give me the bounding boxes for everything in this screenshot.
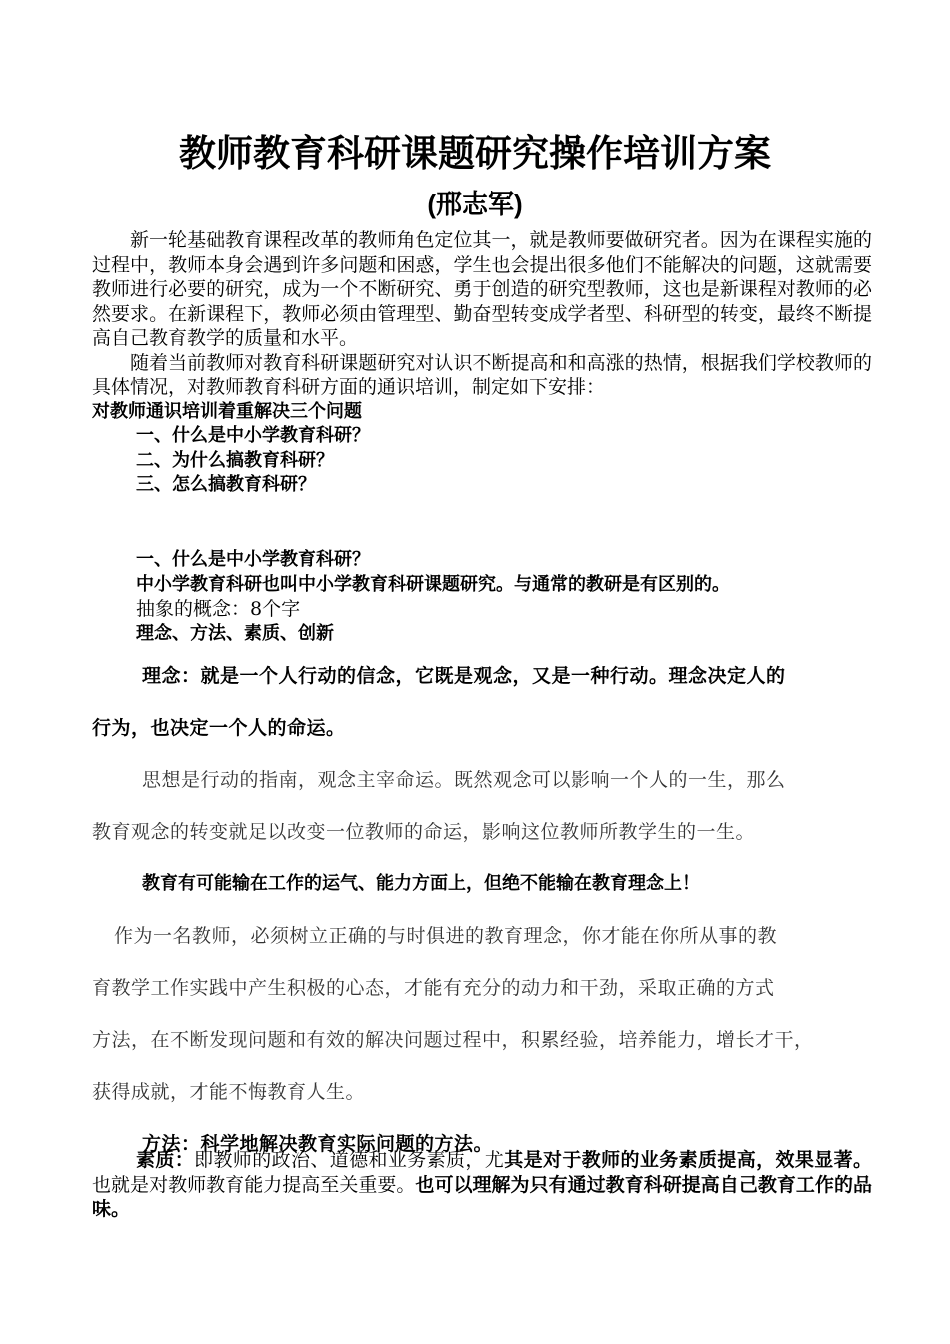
quality-section bbox=[92, 1148, 872, 1222]
concept-section bbox=[92, 650, 872, 1170]
intro-section bbox=[92, 228, 872, 498]
thought-line-1: 思想是行动的指南，观念主宰命运。既然观念可以影响一个人的一生，那么 bbox=[142, 769, 786, 791]
issues-heading: 对教师通识培训着重解决三个问题 bbox=[92, 400, 362, 422]
issue-item-2: 二、为什么搞教育科研？ bbox=[136, 449, 334, 471]
quality-text-b: 也就是对教师教育能力提高至关重要。 bbox=[92, 1173, 416, 1196]
concept-line-1: 理念：就是一个人行动的信念，它既是观念，又是一种行动。理念决定人的 bbox=[142, 665, 786, 687]
quality-text-a: 即教师的政治、道德和业务素质，尤 bbox=[194, 1149, 505, 1171]
teacher-line-1: 作为一名教师，必须树立正确的与时俱进的教育理念，你才能在你所从事的教 bbox=[114, 925, 778, 947]
section-1-definition: 中小学教育科研也叫中小学教育科研课题研究。与通常的教研是有区别的。 bbox=[136, 573, 730, 595]
issue-item-1: 一、什么是中小学教育科研？ bbox=[136, 425, 370, 446]
section-1 bbox=[92, 548, 872, 646]
method-line: 方法：科学地解决教育实际问题的方法。 bbox=[142, 1133, 494, 1155]
intro-paragraph-1: 新一轮基础教育课程改革的教师角色定位其一，就是教师要做研究者。因为在课程实施的过程中，教师本身会遇到许多问题和困惑，学生也会提出很多他们不能解决的问题，这就需要教师进行必要的研究，成为一个不断研究、勇于创造的研究型教师，这也是新课程对教师的必然要求。在新课程下，教师必须由管理型、勤奋型转变成学者型、科研型的转变，最终不断提高自己教育教学的质量和水平。 bbox=[92, 229, 872, 349]
teacher-line-3: 方法，在不断发现问题和有效的解决问题过程中，积累经验，培养能力，增长才干， bbox=[92, 1029, 814, 1051]
document-title: 教师教育科研课题研究操作培训方案 bbox=[179, 132, 771, 175]
teacher-line-2: 育教学工作实践中产生积极的心态，才能有充分的动力和干劲，采取正确的方式 bbox=[92, 977, 775, 999]
emphasis-line: 教育有可能输在工作的运气、能力方面上，但绝不能输在教育理念上！ bbox=[142, 873, 700, 894]
thought-line-2: 教育观念的转变就足以改变一位教师的命运，影响这位教师所教学生的一生。 bbox=[92, 821, 756, 843]
issue-item-3: 三、怎么搞教育科研？ bbox=[136, 474, 316, 495]
quality-bold-b: 也可以理解为只有通过教育科研提高自己教育工作的品味。 bbox=[92, 1173, 872, 1220]
abstract-concept-line: 抽象的概念：8个字 bbox=[136, 598, 301, 620]
section-1-heading: 一、什么是中小学教育科研？ bbox=[136, 549, 370, 570]
quality-label: 素质： bbox=[136, 1149, 195, 1171]
concept-line-2: 行为，也决定一个人的命运。 bbox=[92, 717, 346, 739]
intro-paragraph-2: 随着当前教师对教育科研课题研究对认识不断提高和和高涨的热情，根据我们学校教师的具体情况，对教师教育科研方面的通识培训，制定如下安排： bbox=[92, 351, 872, 398]
keywords-line: 理念、方法、素质、创新 bbox=[136, 622, 334, 644]
quality-bold-a: 其是对于教师的业务素质提高，效果显著。 bbox=[504, 1149, 872, 1171]
quality-paragraph bbox=[92, 1148, 872, 1222]
author-name: (邢志军) bbox=[427, 189, 523, 219]
teacher-line-4: 获得成就，才能不悔教育人生。 bbox=[92, 1081, 366, 1103]
